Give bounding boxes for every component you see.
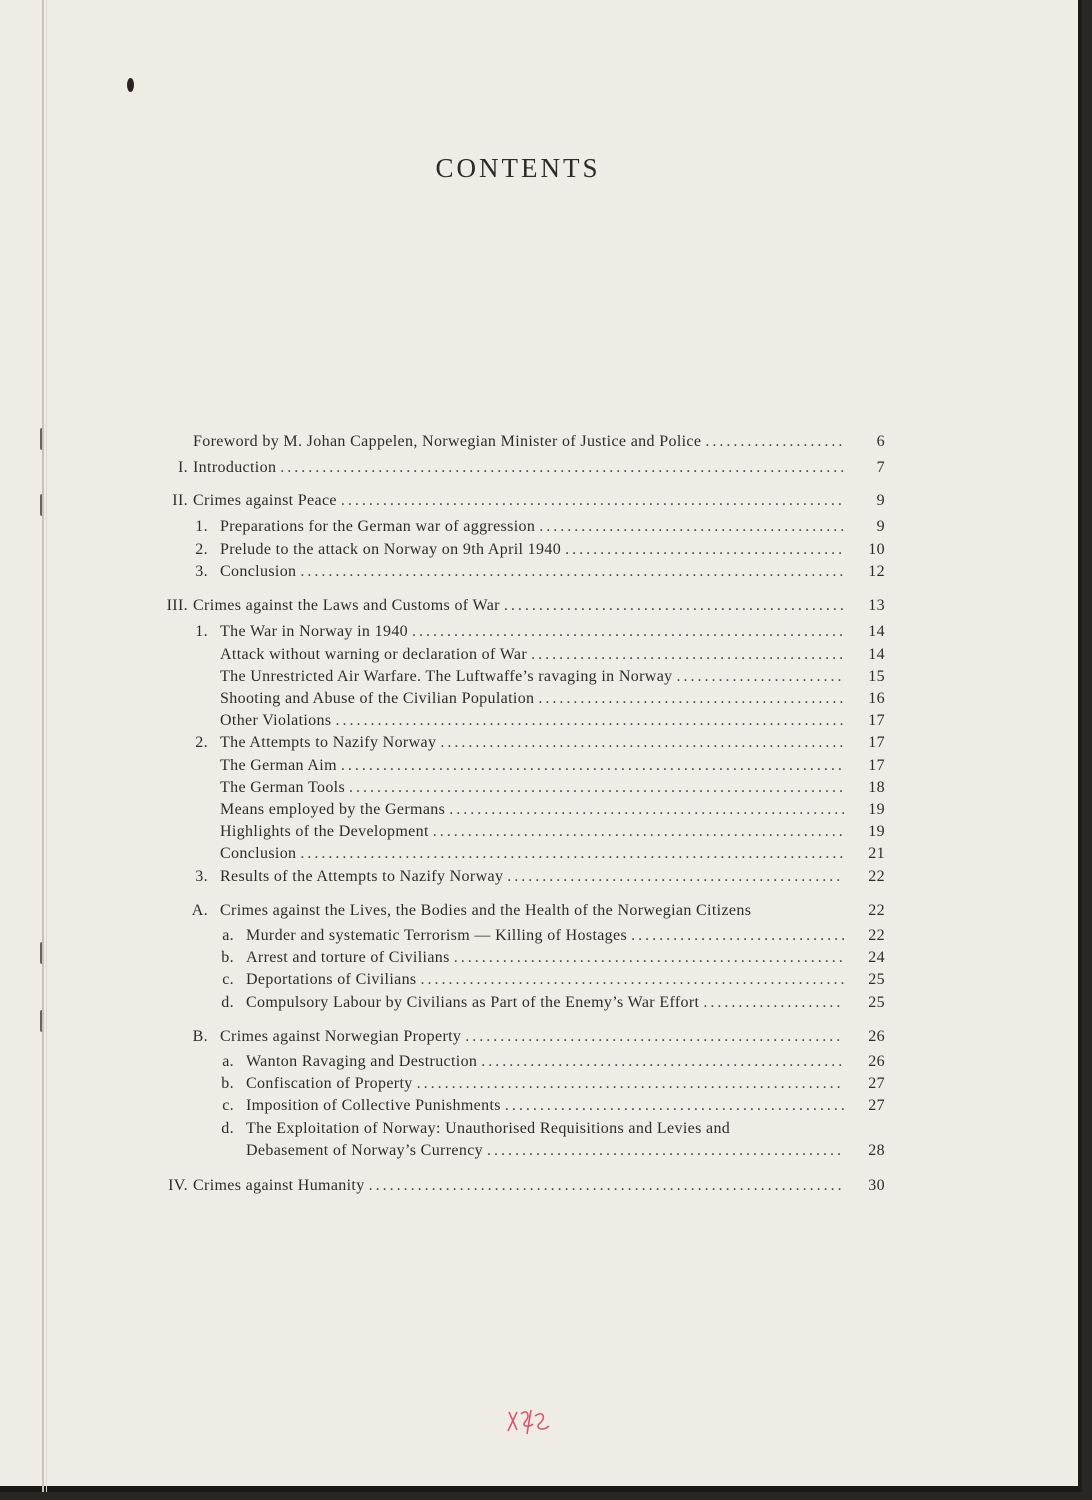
toc-entry-title: Imposition of Collective Punishments <box>246 1097 501 1114</box>
toc-page-number: 25 <box>868 994 885 1011</box>
toc-page-number: 22 <box>868 902 885 919</box>
toc-page-number: 9 <box>876 492 885 509</box>
dot-leader <box>433 820 844 844</box>
toc-entry-title: The Unrestricted Air Warfare. The Luftwaffe’s ravaging in Norway <box>220 668 673 685</box>
toc-page-number: 25 <box>868 971 885 988</box>
toc-entry-title: The German Tools <box>220 779 346 796</box>
dot-leader <box>565 538 844 562</box>
toc-entry-number: 1. <box>195 518 208 535</box>
toc-entry-number: d. <box>221 994 234 1011</box>
toc-entry-title: Arrest and torture of Civilians <box>246 949 450 966</box>
dot-leader <box>631 924 844 948</box>
toc-entry <box>0 709 1082 733</box>
toc-entry-title: Introduction <box>193 459 277 476</box>
toc-entry-number: IV. <box>168 1177 188 1194</box>
toc-entry-title: The War in Norway in 1940 <box>220 623 409 640</box>
toc-entry-number: III. <box>166 597 188 614</box>
toc-page-number: 14 <box>868 623 885 640</box>
toc-page-number: 6 <box>876 433 885 450</box>
toc-entry-number: A. <box>191 902 208 919</box>
dot-leader <box>677 665 844 689</box>
toc-entry-title: Crimes against Humanity <box>193 1177 365 1194</box>
toc-entry <box>0 538 1082 562</box>
dot-leader <box>300 842 844 866</box>
toc-page-number: 9 <box>876 518 885 535</box>
dot-leader <box>449 798 844 822</box>
dot-leader <box>487 1139 844 1163</box>
toc-entry-title: Wanton Ravaging and Destruction <box>246 1053 478 1070</box>
toc-page-number: 7 <box>876 459 885 476</box>
dot-leader <box>412 620 844 644</box>
toc-entry-title: Conclusion <box>220 563 297 580</box>
toc-entry <box>0 776 1082 800</box>
toc-entry <box>0 991 1082 1015</box>
dot-leader <box>349 776 844 800</box>
toc-entry <box>0 489 1082 513</box>
toc-entry-title: Confiscation of Property <box>246 1075 413 1092</box>
toc-page-number: 24 <box>868 949 885 966</box>
toc-entry <box>0 865 1082 889</box>
toc-entry-number: b. <box>221 1075 234 1092</box>
toc-entry-title: Prelude to the attack on Norway on 9th April 1940 <box>220 541 562 558</box>
dot-leader <box>531 643 844 667</box>
toc-page-number: 14 <box>868 646 885 663</box>
toc-entry <box>0 968 1082 992</box>
toc-entry-title: Crimes against Norwegian Property <box>220 1028 462 1045</box>
dot-leader <box>505 1094 844 1118</box>
toc-entry-title: Attack without warning or declaration of War <box>220 646 528 663</box>
toc-entry <box>0 754 1082 778</box>
dot-leader <box>504 594 844 618</box>
toc-entry <box>0 665 1082 689</box>
dot-leader <box>507 865 844 889</box>
toc-entry <box>0 456 1082 480</box>
toc-page-number: 26 <box>868 1053 885 1070</box>
toc-entry-title: The Exploitation of Norway: Unauthorised Requisitions and Levies and <box>246 1120 731 1137</box>
toc-page-number: 22 <box>868 868 885 885</box>
toc-page-number: 19 <box>868 801 885 818</box>
toc-entry-number: 2. <box>195 541 208 558</box>
toc-entry-number: 3. <box>195 868 208 885</box>
dot-leader <box>341 489 844 513</box>
toc-entry-title: Murder and systematic Terrorism — Killing of Hostages <box>246 927 628 944</box>
toc-entry <box>0 620 1082 644</box>
toc-entry-number: c. <box>222 1097 234 1114</box>
toc-entry <box>0 560 1082 584</box>
toc-entry <box>0 1025 1082 1049</box>
toc-entry-title: Compulsory Labour by Civilians as Part of the Enemy’s War Effort <box>246 994 700 1011</box>
toc-entry <box>0 842 1082 866</box>
toc-entry-title: Conclusion <box>220 845 297 862</box>
dot-leader <box>465 1025 844 1049</box>
dot-leader <box>481 1050 844 1074</box>
toc-page-number: 17 <box>868 712 885 729</box>
toc-entry-number: a. <box>222 927 234 944</box>
dot-leader <box>538 687 844 711</box>
handwritten-mark <box>503 1404 553 1438</box>
toc-page-number: 28 <box>868 1142 885 1159</box>
toc-entry-number: 1. <box>195 623 208 640</box>
toc-entry <box>0 594 1082 618</box>
toc-entry-number: 2. <box>195 734 208 751</box>
toc-entry <box>0 946 1082 970</box>
toc-entry-title: Shooting and Abuse of the Civilian Population <box>220 690 535 707</box>
dot-leader <box>705 430 844 454</box>
toc-page-number: 19 <box>868 823 885 840</box>
toc-entry <box>0 731 1082 755</box>
toc-entry <box>0 1174 1082 1198</box>
dot-leader <box>440 731 844 755</box>
toc-entry-title: Preparations for the German war of aggression <box>220 518 536 535</box>
dot-leader <box>369 1174 844 1198</box>
toc-entry-number: b. <box>221 949 234 966</box>
toc-entry-number: B. <box>192 1028 208 1045</box>
toc-entry-title: Crimes against Peace <box>193 492 337 509</box>
toc-entry <box>0 1117 1082 1141</box>
toc-entry-title: Deportations of Civilians <box>246 971 417 988</box>
toc-entry-number: I. <box>177 459 188 476</box>
toc-page-number: 30 <box>868 1177 885 1194</box>
toc-entry <box>0 1094 1082 1118</box>
toc-entry <box>0 687 1082 711</box>
dot-leader <box>454 946 844 970</box>
toc-entry-continuation <box>0 1139 1082 1163</box>
toc-entry-title: Debasement of Norway’s Currency <box>246 1142 483 1159</box>
dot-leader <box>280 456 844 480</box>
toc-entry <box>0 820 1082 844</box>
dot-leader <box>335 709 844 733</box>
toc-page-number: 26 <box>868 1028 885 1045</box>
dot-leader <box>417 1072 844 1096</box>
toc-page-number: 13 <box>868 597 885 614</box>
dot-leader <box>300 560 844 584</box>
toc-entry <box>0 899 1082 923</box>
toc-page-number: 21 <box>868 845 885 862</box>
toc-page-number: 22 <box>868 927 885 944</box>
dot-leader <box>703 991 844 1015</box>
toc-entry-title: Means employed by the Germans <box>220 801 446 818</box>
toc-entry <box>0 1050 1082 1074</box>
toc-page-number: 27 <box>868 1097 885 1114</box>
toc-entry-title: Crimes against the Laws and Customs of War <box>193 597 500 614</box>
toc-entry-title: The Attempts to Nazify Norway <box>220 734 437 751</box>
toc-entry-number: a. <box>222 1053 234 1070</box>
toc-entry <box>0 924 1082 948</box>
toc-entry-number: d. <box>221 1120 234 1137</box>
toc-entry-title: Other Violations <box>220 712 332 729</box>
toc-entry-number: 3. <box>195 563 208 580</box>
page-title: CONTENTS <box>435 153 601 183</box>
toc-entry-title: Results of the Attempts to Nazify Norway <box>220 868 504 885</box>
toc-entry-title: Highlights of the Development <box>220 823 429 840</box>
dot-leader <box>539 515 844 539</box>
toc-entry <box>0 1072 1082 1096</box>
toc-entry-title: The German Aim <box>220 757 337 774</box>
toc-page-number: 16 <box>868 690 885 707</box>
toc-page-number: 27 <box>868 1075 885 1092</box>
toc-entry <box>0 643 1082 667</box>
toc-entry-title: Crimes against the Lives, the Bodies and the Health of the Norwegian Citizens <box>220 902 752 919</box>
dot-leader <box>421 968 844 992</box>
toc-entry <box>0 798 1082 822</box>
toc-entry-title: Foreword by M. Johan Cappelen, Norwegian Minister of Justice and Police <box>193 433 702 450</box>
toc-entry-number: c. <box>222 971 234 988</box>
toc-page-number: 12 <box>868 563 885 580</box>
toc-page-number: 17 <box>868 734 885 751</box>
toc-entry <box>0 515 1082 539</box>
dot-leader <box>341 754 844 778</box>
toc-page-number: 18 <box>868 779 885 796</box>
toc-page-number: 15 <box>868 668 885 685</box>
toc-page-number: 17 <box>868 757 885 774</box>
toc-entry-number: II. <box>172 492 188 509</box>
toc-entry <box>0 430 1082 454</box>
toc-page-number: 10 <box>868 541 885 558</box>
